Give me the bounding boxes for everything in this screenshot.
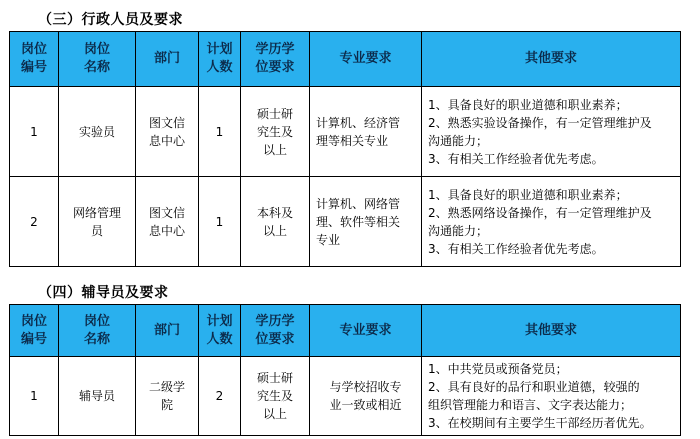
department: 图文信 息中心 [136,177,199,267]
post-number: 1 [10,357,59,436]
header-education: 学历学 位要求 [241,32,310,87]
header-major: 专业要求 [310,305,422,357]
table-row [10,87,681,177]
admin-staff-table [9,31,681,267]
education-requirement: 硕士研 究生及 以上 [241,87,310,177]
post-name: 辅导员 [59,357,136,436]
counselor-table [9,304,681,436]
other-requirements: 1、中共党员或预备党员； 2、具有良好的品行和职业道德，较强的 组织管理能力和语言、文字表达能力； 3、在校期间有主要学生干部经历者优先。 [422,357,681,436]
major-requirement: 计算机、网络管 理、软件等相关 专业 [310,177,422,267]
other-requirements: 1、具备良好的职业道德和职业素养； 2、熟悉网络设备操作，有一定管理维护及 沟通能力； 3、有相关工作经验者优先考虑。 [422,177,681,267]
post-number: 2 [10,177,59,267]
education-requirement: 本科及 以上 [241,177,310,267]
section-title-counselor: （四）辅导员及要求 [38,285,169,301]
major-requirement: 与学校招收专 业一致或相近 [310,357,422,436]
table-header-row [10,305,681,357]
table-header-row [10,32,681,87]
department: 二级学 院 [136,357,199,436]
header-education: 学历学 位要求 [241,305,310,357]
header-post-number: 岗位 编号 [10,32,59,87]
post-name: 实验员 [59,87,136,177]
header-post-name: 岗位 名称 [59,305,136,357]
header-other-requirements: 其他要求 [422,305,681,357]
planned-count: 1 [199,177,241,267]
header-major: 专业要求 [310,32,422,87]
major-requirement: 计算机、经济管 理等相关专业 [310,87,422,177]
header-other-requirements: 其他要求 [422,32,681,87]
section-title-admin: （三）行政人员及要求 [38,12,183,28]
header-post-number: 岗位 编号 [10,305,59,357]
education-requirement: 硕士研 究生及 以上 [241,357,310,436]
table-row [10,177,681,267]
other-requirements: 1、具备良好的职业道德和职业素养； 2、熟悉实验设备操作，有一定管理维护及 沟通能力； 3、有相关工作经验者优先考虑。 [422,87,681,177]
header-planned-count: 计划 人数 [199,32,241,87]
planned-count: 2 [199,357,241,436]
table-row [10,357,681,436]
post-number: 1 [10,87,59,177]
header-planned-count: 计划 人数 [199,305,241,357]
header-post-name: 岗位 名称 [59,32,136,87]
header-department: 部门 [136,305,199,357]
header-department: 部门 [136,32,199,87]
post-name: 网络管理 员 [59,177,136,267]
department: 图文信 息中心 [136,87,199,177]
planned-count: 1 [199,87,241,177]
